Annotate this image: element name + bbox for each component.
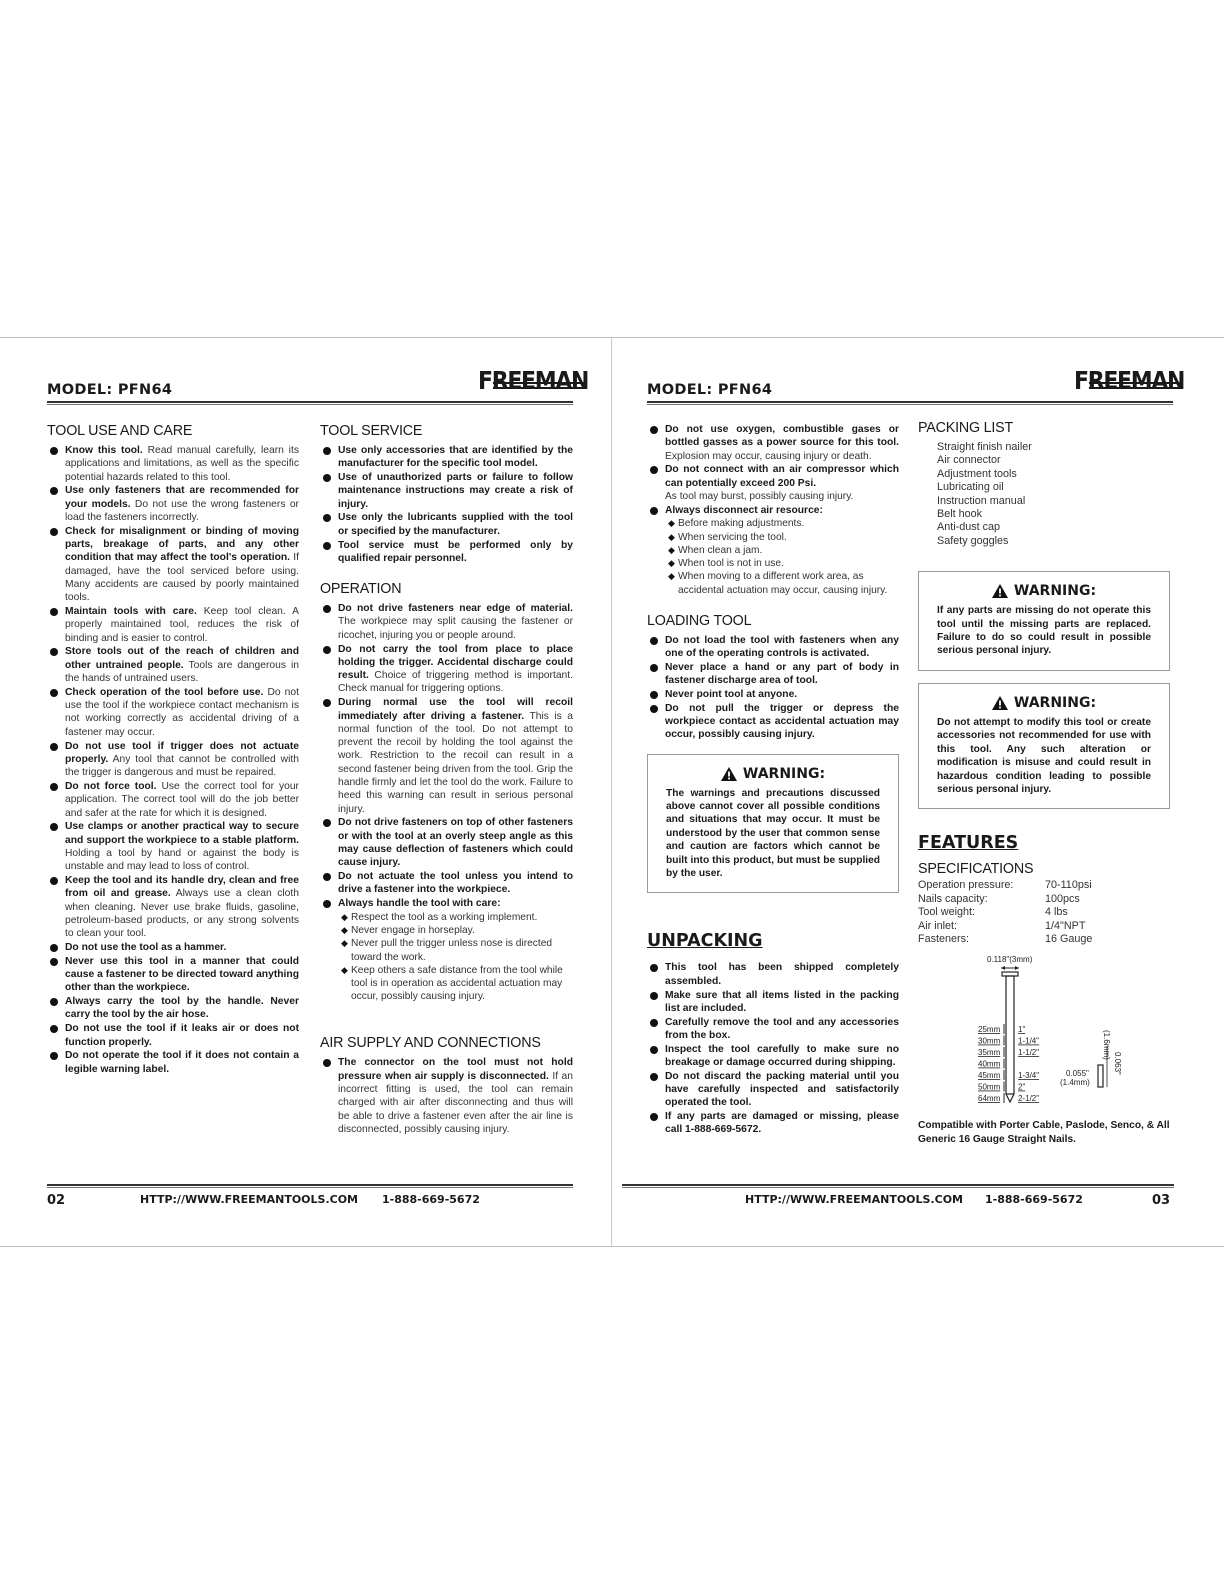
section-title: FEATURES xyxy=(918,833,1019,854)
sub-item: ◆ Respect the tool as a working implement. xyxy=(320,911,573,924)
warning-icon xyxy=(992,584,1008,598)
bullet-item: Do not pull the trigger or depress the workpiece contact as accidental actuation may occur, possibly causing injury. xyxy=(647,702,899,742)
logo-text: FREEMAN xyxy=(478,366,589,395)
spec-value: 70-110psi xyxy=(1045,879,1092,892)
bullet-item: Use only accessories that are identified by the manufacturer for the specific tool model. xyxy=(320,444,573,471)
section-title: UNPACKING xyxy=(647,931,763,952)
warning-box xyxy=(647,754,899,894)
spec-value: 100pcs xyxy=(1045,892,1080,905)
bullet-item: Carefully remove the tool and any accessories from the box. xyxy=(647,1016,899,1043)
air-supply-list xyxy=(320,1056,573,1136)
bullet-item: Do not load the tool with fasteners when any one of the operating controls is activated. xyxy=(647,634,899,661)
bullet-item: Use of unauthorized parts or failure to follow maintenance instructions may create a risk of injury. xyxy=(320,471,573,511)
sub-item: ◆ Keep others a safe distance from the tool while tool is in operation as accidental actuation may occur, possibly causing injury. xyxy=(320,964,573,1004)
length-inch-label: 2-1/2" xyxy=(1018,1094,1040,1104)
length-mm-label: 45mm xyxy=(978,1071,1001,1081)
bullet-item: Make sure that all items listed in the packing list are included. xyxy=(647,989,899,1016)
warning-text: Do not attempt to modify this tool or create accessories not recommended for use with this tool. Any such alteration or modification is misuse and could result in hazardous condition leading to possible serious personal injury. xyxy=(937,716,1151,795)
spec-value: 4 lbs xyxy=(1045,906,1068,919)
bullet-item: Store tools out of the reach of children and other untrained people. Tools are dangerous in the hands of untrained users. xyxy=(47,645,299,685)
warning-box xyxy=(918,683,1170,809)
column-air-loading xyxy=(647,423,899,1137)
length-inch-label: 1-3/4" xyxy=(1018,1071,1040,1081)
packing-item: Belt hook xyxy=(937,508,983,521)
spec-key: Tool weight: xyxy=(918,906,976,919)
burst-note: As tool may burst, possibly causing injury. xyxy=(665,491,854,503)
packing-item: Straight finish nailer xyxy=(937,441,1032,453)
thickness-mm-label: (1.6mm) xyxy=(1102,1030,1111,1061)
spec-table xyxy=(918,879,1170,946)
packing-item: Adjustment tools xyxy=(937,467,1017,480)
length-mm-label: 35mm xyxy=(978,1048,1001,1058)
bullet-item: Do not connect with an air compressor which can potentially exceed 200 Psi. xyxy=(647,463,899,490)
freeman-logo xyxy=(1074,366,1184,395)
footer-phone: 1-888-669-5672 xyxy=(382,1193,480,1206)
length-inch-label: 1-1/2" xyxy=(1018,1048,1040,1058)
operation-sublist xyxy=(320,911,573,1003)
length-inch-label: 1-1/4" xyxy=(1018,1036,1040,1046)
bullet-item: Do not use tool if trigger does not actuate properly. Any tool that cannot be controlled with the trigger is dangerous and must be repaired. xyxy=(47,740,299,780)
model-label: MODEL: PFN64 xyxy=(647,382,773,398)
length-mm-label: 40mm xyxy=(978,1059,1001,1069)
bullet-item: Do not actuate the tool unless you intend to drive a fastener into the workpiece. xyxy=(320,870,573,897)
bullet-item: Always disconnect air resource: xyxy=(647,504,899,517)
sub-item: ◆ When clean a jam. xyxy=(647,544,899,557)
spec-value: 1/4"NPT xyxy=(1045,919,1086,932)
page-number: 02 xyxy=(47,1193,66,1208)
nail-shank xyxy=(1006,976,1014,1094)
section-title: AIR SUPPLY AND CONNECTIONS xyxy=(320,1035,541,1052)
logo-text: FREEMAN xyxy=(1074,366,1185,395)
footer-url[interactable]: HTTP://WWW.FREEMANTOOLS.COM xyxy=(745,1193,964,1206)
packing-item: Air connector xyxy=(937,454,1001,467)
bullet-item: During normal use the tool will recoil immediately after driving a fastener. This is a normal function of the tool. Do not attempt to prevent the recoil by holding the tool against the work. Restriction to the recoil can result in a second fastener being driven from the tool. Grip the handle firmly and let the tool do the work. Failure to heed this warning can result in serious personal injury. xyxy=(320,696,573,816)
nail-tip xyxy=(1006,1094,1014,1102)
warning-icon xyxy=(721,767,737,781)
thickness-dimension-label: 0.063" xyxy=(1113,1052,1122,1076)
warning-title: WARNING: xyxy=(1013,694,1097,711)
width-mm-label: (1.4mm) xyxy=(1060,1078,1090,1088)
column-packing-features xyxy=(918,420,1170,1146)
warning-text: If any parts are missing do not operate this tool until the missing parts are replaced. Failure to do so could result in possible serious personal injury. xyxy=(937,605,1151,657)
packing-item: Safety goggles xyxy=(937,534,1009,547)
disconnect-sublist xyxy=(647,517,899,596)
bullet-item: Keep the tool and its handle dry, clean and free from oil and grease. Always use a clean cloth when cleaning. Never use brake fluids, gasoline, petroleum-based products, or any strong solvents to clean your tool. xyxy=(47,874,299,940)
air-continued-list xyxy=(647,423,899,490)
warning-box xyxy=(918,571,1170,671)
warning-text: The warnings and precautions discussed above cannot cover all possible conditions and situations that may occur. It must be understood by the user that common sense and caution are factors which cannot be built into this product, but must be supplied by the user. xyxy=(666,787,880,880)
packing-item: Anti-dust cap xyxy=(937,521,1001,534)
manual-spread xyxy=(0,337,1224,1247)
spec-key: Operation pressure: xyxy=(918,879,1014,892)
bullet-item: Tool service must be performed only by qualified repair personnel. xyxy=(320,539,573,566)
length-inch-label: 2" xyxy=(1018,1082,1026,1092)
unpacking-list xyxy=(647,961,899,1136)
page-left xyxy=(0,338,612,1246)
bullet-item: Do not carry the tool from place to place holding the trigger. Accidental discharge could result. Choice of triggering method is important. Check manual for triggering options. xyxy=(320,643,573,696)
sub-item: ◆ Never engage in horseplay. xyxy=(320,924,573,937)
footer-phone: 1-888-669-5672 xyxy=(985,1193,1083,1206)
footer-rule xyxy=(622,1184,1174,1188)
bullet-item: Use only fasteners that are recommended for your models. Do not use the wrong fasteners or load the fasteners incorrectly. xyxy=(47,484,299,524)
length-mm-label: 25mm xyxy=(978,1025,1001,1035)
bullet-item: Do not use the tool as a hammer. xyxy=(47,941,299,954)
bullet-item: Never use this tool in a manner that could cause a fastener to be directed toward anything other than the workpiece. xyxy=(47,955,299,995)
column-right-left-page xyxy=(320,423,573,1137)
bullet-item: Do not drive fasteners near edge of material. The workpiece may split causing the fastener or ricochet, injuring you or people around. xyxy=(320,602,573,642)
packing-item: Instruction manual xyxy=(937,494,1026,507)
column-tool-use xyxy=(47,423,299,1076)
warning-icon xyxy=(992,696,1008,710)
bullet-item: Know this tool. Read manual carefully, learn its applications and limitations, as well as the specific potential hazards related to this tool. xyxy=(47,444,299,484)
section-title: TOOL USE AND CARE xyxy=(47,423,193,439)
width-dimension-label: 0.055" xyxy=(1066,1069,1089,1079)
bullet-item: Do not force tool. Use the correct tool for your application. The correct tool will do the job better and safer at the rate for which it is designed. xyxy=(47,780,299,820)
sub-item: ◆ Never pull the trigger unless nose is directed toward the work. xyxy=(320,937,573,963)
section-title: TOOL SERVICE xyxy=(320,423,423,439)
section-title: OPERATION xyxy=(320,581,402,598)
freeman-logo xyxy=(478,366,588,395)
tool-service-list xyxy=(320,444,573,565)
bullet-item: Do not discard the packing material until you have carefully inspected and satisfactorily operated the tool. xyxy=(647,1070,899,1110)
sub-item: ◆ Before making adjustments. xyxy=(647,517,899,530)
sub-item: ◆ When servicing the tool. xyxy=(647,531,899,544)
bullet-item: The connector on the tool must not hold pressure when air supply is disconnected. If an incorrect fitting is used, the tool can remain charged with air after disconnecting and thus will be able to drive a fastener even after the air line is disconnected, possibly causing injury. xyxy=(320,1056,573,1136)
packing-list xyxy=(918,441,1170,548)
loading-list xyxy=(647,634,899,742)
bullet-item: Do not operate the tool if it does not contain a legible warning label. xyxy=(47,1049,299,1076)
spec-key: Nails capacity: xyxy=(918,892,988,905)
head-dimension-label: 0.118"(3mm) xyxy=(987,955,1033,965)
bullet-item: Never place a hand or any part of body in fastener discharge area of tool. xyxy=(647,661,899,688)
bullet-item: Always carry the tool by the handle. Never carry the tool by the air hose. xyxy=(47,995,299,1022)
length-mm-label: 50mm xyxy=(978,1082,1001,1092)
length-inch-label: 1" xyxy=(1018,1025,1026,1035)
bullet-item: Check for misalignment or binding of moving parts, breakage of parts, and any other condition that may affect the tool's operation. If damaged, have the tool serviced before using. Many accidents are caused by poorly maintained tools. xyxy=(47,525,299,605)
header-rule xyxy=(47,401,573,405)
spec-value: 16 Gauge xyxy=(1045,932,1093,945)
bullet-item: Maintain tools with care. Keep tool clean. A properly maintained tool, reduces the risk of binding and is easier to control. xyxy=(47,605,299,645)
tool-use-list xyxy=(47,444,299,1076)
section-title: LOADING TOOL xyxy=(647,612,752,629)
compatibility-note: Compatible with Porter Cable, Paslode, Senco, & All Generic 16 Gauge Straight Nails. xyxy=(918,1120,1170,1145)
sub-item: ◆ When tool is not in use. xyxy=(647,557,899,570)
bullet-item: Inspect the tool carefully to make sure no breakage or damage occurred during shipping. xyxy=(647,1043,899,1070)
section-title: PACKING LIST xyxy=(918,420,1014,436)
footer-rule xyxy=(47,1184,573,1188)
header-rule xyxy=(647,401,1173,405)
length-mm-label: 30mm xyxy=(978,1036,1001,1046)
nail-diagram xyxy=(918,950,1170,1118)
bullet-item: Never point tool at anyone. xyxy=(647,688,899,701)
bullet-item: Do not use oxygen, combustible gases or bottled gasses as a power source for this tool. Explosion may occur, causing injury or death. xyxy=(647,423,899,463)
warning-title: WARNING: xyxy=(742,765,826,782)
nail-cross-section xyxy=(1098,1065,1103,1087)
section-title: SPECIFICATIONS xyxy=(918,861,1034,878)
warning-title: WARNING: xyxy=(1013,583,1097,600)
model-label: MODEL: PFN64 xyxy=(47,382,173,398)
bullet-item: Do not drive fasteners on top of other fasteners or with the tool at an overly steep angle as this may cause deflection of fasteners which could cause injury. xyxy=(320,816,573,869)
page-right xyxy=(612,338,1224,1246)
spec-key: Fasteners: xyxy=(918,932,970,945)
bullet-item: Use only the lubricants supplied with the tool or specified by the manufacturer. xyxy=(320,511,573,538)
bullet-item: Do not use the tool if it leaks air or does not function properly. xyxy=(47,1022,299,1049)
packing-item: Lubricating oil xyxy=(937,481,1004,494)
footer-url[interactable]: HTTP://WWW.FREEMANTOOLS.COM xyxy=(140,1193,359,1206)
operation-list xyxy=(320,602,573,910)
bullet-item: Check operation of the tool before use. Do not use the tool if the workpiece contact mechanism is not working correctly as accidental driving of a fastener may occur. xyxy=(47,686,299,739)
sub-item: ◆ When moving to a different work area, as accidental actuation may occur, causing injury. xyxy=(647,570,899,596)
bullet-item: Use clamps or another practical way to secure and support the workpiece to a stable platform. Holding a tool by hand or against the body is unstable and may lead to loss of control. xyxy=(47,820,299,873)
length-mm-label: 64mm xyxy=(978,1094,1001,1104)
bullet-item: If any parts are damaged or missing, please call 1-888-669-5672. xyxy=(647,1110,899,1137)
bullet-item: Always handle the tool with care: xyxy=(320,897,573,910)
bullet-item: This tool has been shipped completely assembled. xyxy=(647,961,899,988)
page-number: 03 xyxy=(1152,1193,1171,1208)
spec-key: Air inlet: xyxy=(918,919,958,932)
